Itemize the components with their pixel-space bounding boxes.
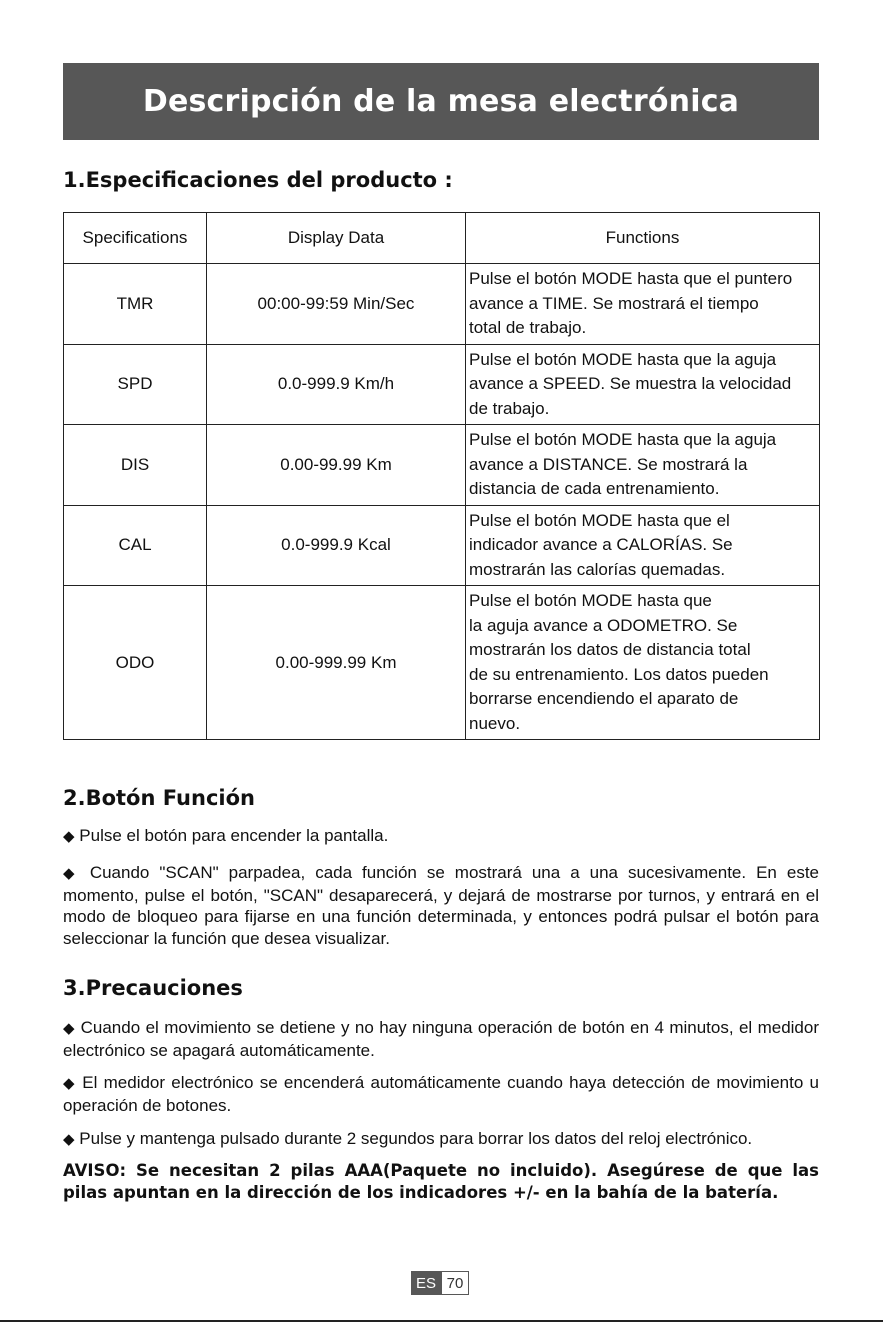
diamond-bullet-icon: ◆ bbox=[63, 865, 80, 882]
function-line: Pulse el botón MODE hasta que la aguja bbox=[469, 430, 777, 449]
column-header-specifications: Specifications bbox=[64, 213, 207, 264]
section-1-heading: 1.Especificaciones del producto : bbox=[63, 168, 453, 192]
battery-notice: AVISO: Se necesitan 2 pilas AAA(Paquete no incluido). Asegúrese de que las pilas apuntan en la dirección de los indicadores +/- en la bahía de la batería. bbox=[63, 1161, 819, 1202]
table-row bbox=[64, 264, 820, 345]
function-line: Pulse el botón MODE hasta que el puntero bbox=[469, 269, 793, 288]
section-3-paragraph-3 bbox=[63, 1128, 819, 1151]
display-data-cell: 0.0-999.9 Kcal bbox=[207, 505, 466, 586]
title-banner bbox=[63, 63, 819, 140]
function-line: de su entrenamiento. Los datos pueden bbox=[469, 664, 769, 684]
section-2-heading: 2.Botón Función bbox=[63, 786, 255, 810]
paragraph-text: Pulse y mantenga pulsado durante 2 segundos para borrar los datos del reloj electrónico. bbox=[79, 1129, 753, 1148]
diamond-bullet-icon: ◆ bbox=[63, 1131, 75, 1148]
functions-cell bbox=[466, 264, 820, 345]
diamond-bullet-icon: ◆ bbox=[63, 828, 75, 845]
function-line: mostrarán las calorías quemadas. bbox=[469, 559, 726, 579]
table-row bbox=[64, 425, 820, 506]
function-line: total de trabajo. bbox=[469, 318, 587, 337]
display-data-cell: 00:00-99:59 Min/Sec bbox=[207, 264, 466, 345]
diamond-bullet-icon: ◆ bbox=[63, 1075, 77, 1092]
display-data-cell: 0.00-99.99 Km bbox=[207, 425, 466, 506]
section-3-paragraph-2 bbox=[63, 1072, 819, 1116]
section-3-heading: 3.Precauciones bbox=[63, 976, 243, 1000]
function-line: la aguja avance a ODOMETRO. Se bbox=[469, 615, 738, 635]
section-2-paragraph-2 bbox=[63, 862, 819, 949]
display-data-cell: 0.0-999.9 Km/h bbox=[207, 344, 466, 425]
specifications-table bbox=[63, 212, 820, 740]
display-data-cell: 0.00-999.99 Km bbox=[207, 586, 466, 740]
function-line: indicador avance a CALORÍAS. Se bbox=[469, 535, 733, 554]
functions-cell bbox=[466, 586, 820, 740]
function-line: de trabajo. bbox=[469, 398, 550, 418]
function-line: mostrarán los datos de distancia total bbox=[469, 640, 751, 659]
paragraph-text: Cuando el movimiento se detiene y no hay ninguna operación de botón en 4 minutos, el medidor electrónico se apagará automáticamente. bbox=[63, 1018, 820, 1060]
spec-cell: DIS bbox=[64, 425, 207, 506]
functions-cell bbox=[466, 505, 820, 586]
paragraph-text: El medidor electrónico se encenderá automáticamente cuando haya detección de movimiento u operación de botones. bbox=[63, 1073, 819, 1115]
spec-cell: TMR bbox=[64, 264, 207, 345]
page-indicator bbox=[411, 1271, 469, 1295]
spec-cell: CAL bbox=[64, 505, 207, 586]
page-title: Descripción de la mesa electrónica bbox=[142, 84, 740, 119]
page-number: 70 bbox=[441, 1271, 469, 1295]
section-2-paragraph-1 bbox=[63, 825, 819, 848]
function-line: avance a DISTANCE. Se mostrará la bbox=[469, 454, 748, 474]
column-header-functions: Functions bbox=[466, 213, 820, 264]
function-line: distancia de cada entrenamiento. bbox=[469, 479, 720, 498]
column-header-display-data: Display Data bbox=[207, 213, 466, 264]
function-line: nuevo. bbox=[469, 713, 521, 733]
bottom-divider bbox=[0, 1320, 883, 1322]
function-line: borrarse encendiendo el aparato de bbox=[469, 689, 739, 708]
function-line: avance a SPEED. Se muestra la velocidad bbox=[469, 374, 792, 393]
table-header-row bbox=[64, 213, 820, 264]
function-line: Pulse el botón MODE hasta que el bbox=[469, 510, 730, 530]
diamond-bullet-icon: ◆ bbox=[63, 1020, 76, 1037]
table-row bbox=[64, 586, 820, 740]
paragraph-text: Cuando "SCAN" parpadea, cada función se mostrará una a una sucesivamente. En este momento, pulse el botón, "SCAN" desaparecerá, y dejará de mostrarse por turnos, y entrará en el modo de bloqueo para fijarse en una función determinada, y entonces podrá pulsar el botón para seleccionar la función que desea visualizar. bbox=[63, 863, 819, 948]
spec-cell: SPD bbox=[64, 344, 207, 425]
section-3-paragraph-1 bbox=[63, 1017, 819, 1061]
paragraph-text: Pulse el botón para encender la pantalla. bbox=[79, 826, 389, 845]
functions-cell bbox=[466, 344, 820, 425]
table-row bbox=[64, 505, 820, 586]
function-line: avance a TIME. Se mostrará el tiempo bbox=[469, 293, 759, 313]
function-line: Pulse el botón MODE hasta que bbox=[469, 591, 712, 610]
language-badge: ES bbox=[411, 1271, 441, 1295]
spec-cell: ODO bbox=[64, 586, 207, 740]
functions-cell bbox=[466, 425, 820, 506]
function-line: Pulse el botón MODE hasta que la aguja bbox=[469, 349, 777, 369]
table-row bbox=[64, 344, 820, 425]
